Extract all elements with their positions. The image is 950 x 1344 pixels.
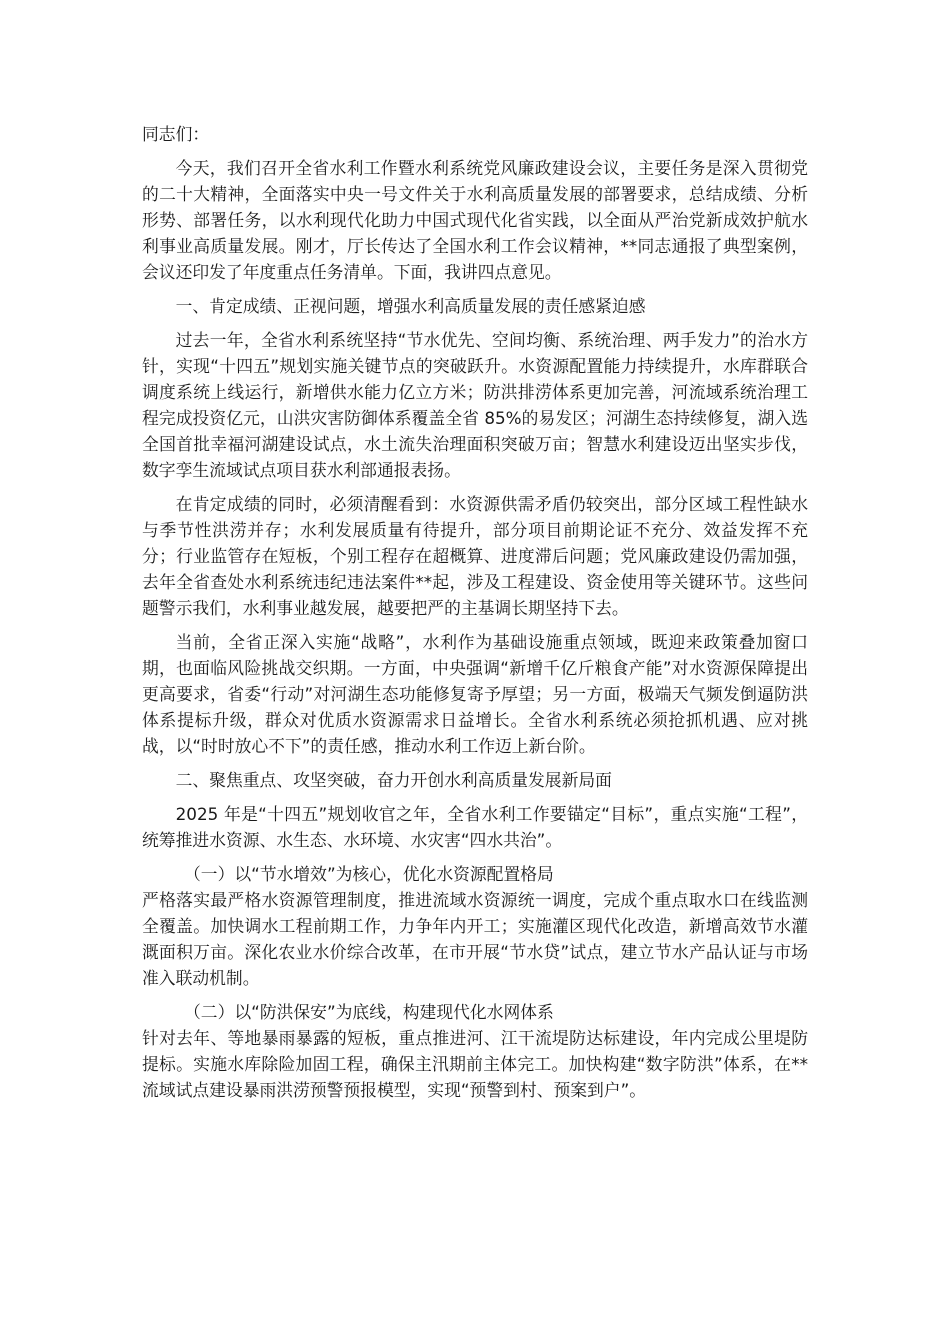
body-paragraph: 严格落实最严格水资源管理制度，推进流域水资源统一调度，完成个重点取水口在线监测全覆盖。加快调水工程前期工作，力争年内开工；实施灌区现代化改造，新增高效节水灌溉面积万亩。深化农业水价综合改革，在市开展“节水贷”试点，建立节水产品认证与市场准入联动机制。 — [142, 890, 808, 988]
intro-paragraph: 今天，我们召开全省水利工作暨水利系统党风廉政建设会议，主要任务是深入贯彻党的二十大精神，全面落实中央一号文件关于水利高质量发展的部署要求，总结成绩、分析形势、部署任务，以水利现代化助力中国式现代化省实践，以全面从严治党新成效护航水利事业高质量发展。刚才，厅长传达了全国水利工作会议精神，**同志通报了典型案例，会议还印发了年度重点任务清单。下面，我讲四点意见。 — [142, 158, 808, 282]
salutation: 同志们： — [142, 124, 210, 144]
body-paragraph: 当前，全省正深入实施“战略”，水利作为基础设施重点领域，既迎来政策叠加窗口期，也面临风险挑战交织期。一方面，中央强调“新增千亿斤粮食产能”对水资源保障提出更高要求，省委“行动”对河湖生态功能修复寄予厚望；另一方面，极端天气频发倒逼防洪体系提标升级，群众对优质水资源需求日益增长。全省水利系统必须抢抓机遇、应对挑战，以“时时放心不下”的责任感，推动水利工作迈上新台阶。 — [142, 632, 808, 756]
body-paragraph: 2025 年是“十四五”规划收官之年，全省水利工作要锚定“目标”，重点实施“工程”，统筹推进水资源、水生态、水环境、水灾害“四水共治”。 — [142, 804, 808, 850]
body-paragraph: 针对去年、等地暴雨暴露的短板，重点推进河、江干流堤防达标建设，年内完成公里堤防提标。实施水库除险加固工程，确保主汛期前主体完工。加快构建“数字防洪”体系，在**流域试点建设暴雨洪涝预警预报模型，实现“预警到村、预案到户”。 — [142, 1028, 808, 1100]
body-paragraph: 过去一年，全省水利系统坚持“节水优先、空间均衡、系统治理、两手发力”的治水方针，实现“十四五”规划实施关键节点的突破跃升。水资源配置能力持续提升，水库群联合调度系统上线运行，新增供水能力亿立方米；防洪排涝体系更加完善，河流域系统治理工程完成投资亿元，山洪灾害防御体系覆盖全省 85%的易发区；河湖生态持续修复，湖入选全国首批幸福河湖建设试点，水土流失治理面积突破万亩；智慧水利建设迈出坚实步伐，数字孪生流域试点项目获水利部通报表扬。 — [142, 330, 808, 480]
section-heading-2: 二、聚焦重点、攻坚突破，奋力开创水利高质量发展新局面 — [175, 770, 612, 790]
document-page — [142, 121, 808, 1103]
section-heading-1: 一、肯定成绩、正视问题，增强水利高质量发展的责任感紧迫感 — [175, 296, 646, 316]
subsection-heading-1: （一）以“节水增效”为核心，优化水资源配置格局 — [184, 864, 554, 884]
body-paragraph: 在肯定成绩的同时，必须清醒看到：水资源供需矛盾仍较突出，部分区域工程性缺水与季节性洪涝并存；水利发展质量有待提升，部分项目前期论证不充分、效益发挥不充分；行业监管存在短板，个别工程存在超概算、进度滞后问题；党风廉政建设仍需加强，去年全省查处水利系统违纪违法案件**起，涉及工程建设、资金使用等关键环节。这些问题警示我们，水利事业越发展，越要把严的主基调长期坚持下去。 — [142, 494, 808, 618]
subsection-heading-2: （二）以“防洪保安”为底线，构建现代化水网体系 — [184, 1002, 554, 1022]
